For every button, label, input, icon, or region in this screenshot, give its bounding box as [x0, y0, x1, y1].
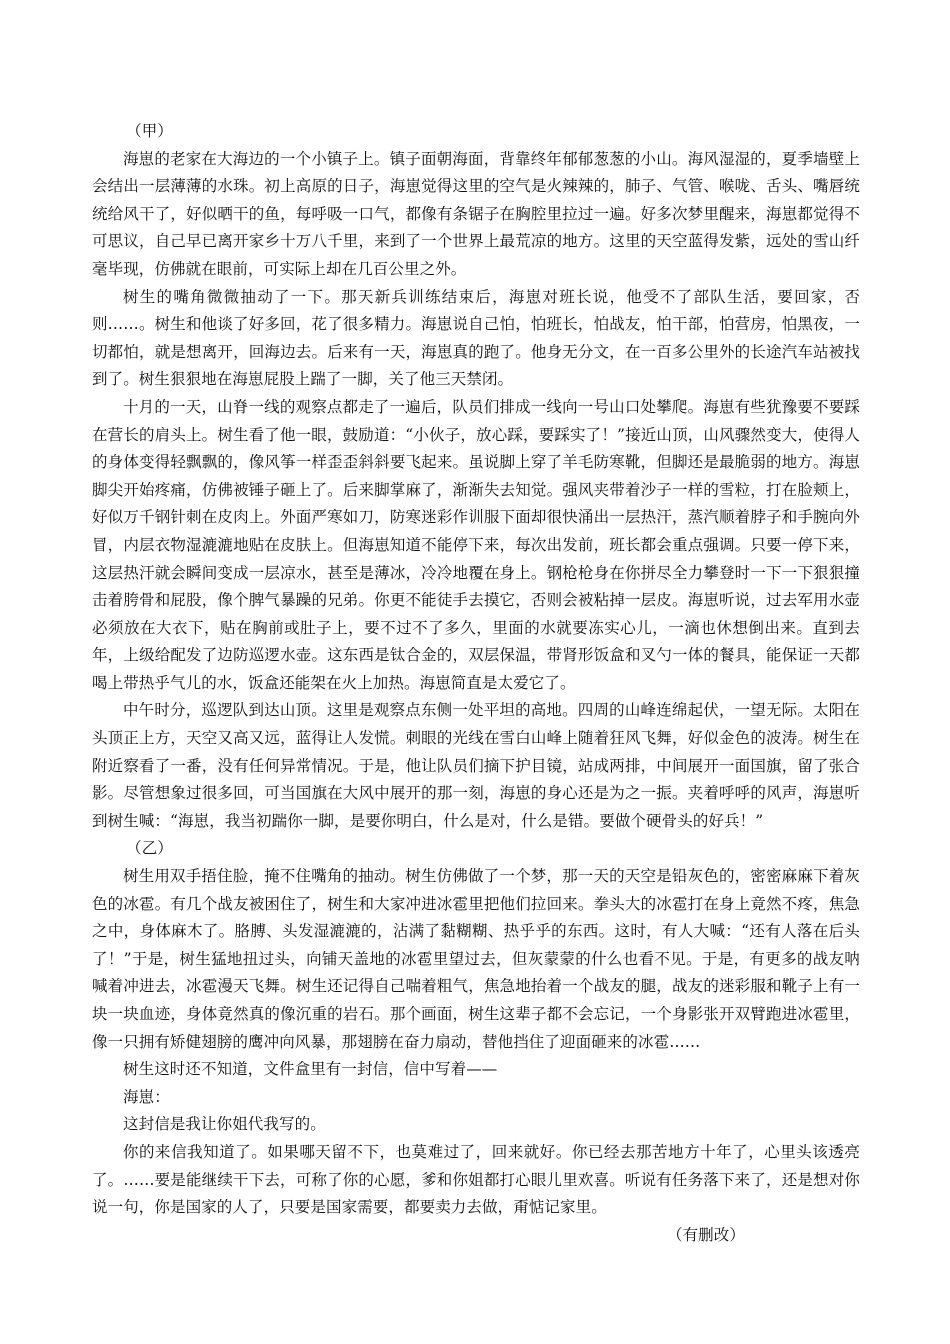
jia-paragraph-3: 十月的一天，山脊一线的观察点都走了一遍后，队员们排成一线向一号山口处攀爬。海崽有些犹豫要不要踩在营长的肩头上。树生看了他一眼，鼓励道：“小伙子，放心踩，要踩实了！”接近山顶，山风骤然变大，使得人的身体变得轻飘飘的，像风筝一样歪歪斜斜要飞起来。虽说脚上穿了羊毛防寒靴，但脚还是最脆弱的地方。海崽脚尖开始疼痛，仿佛被锤子砸上了。后来脚掌麻了，渐渐失去知觉。强风夹带着沙子一样的雪粒，打在脸颊上，好似万千钢针刺在皮肉上。外面严寒如刀，防寒迷彩作训服下面却很快涌出一层热汗，蒸汽顺着脖子和手腕向外冒，内层衣物湿漉漉地贴在皮肤上。但海崽知道不能停下来，每次出发前，班长都会重点强调。只要一停下来，这层热汗就会瞬间变成一层凉水，甚至是薄冰，冷冷地覆在身上。钢枪枪身在你拼尽全力攀登时一下一下狠狠撞击着胯骨和屁股，像个脾气暴躁的兄弟。你更不能徒手去摸它，否则会被粘掉一层皮。海崽听说，过去军用水壶必须放在大衣下，贴在胸前或肚子上，要不过不了多久，里面的水就要冻实心儿，一滴也休想倒出来。直到去年，上级给配发了边防巡逻水壶。这东西是钛合金的，双层保温，带肾形饭盒和叉勺一体的餐具，能保证一天都喝上带热乎气儿的水，饭盒还能架在火上加热。海崽简直是太爱它了。 [92, 397, 860, 692]
section-label-yi: （乙） [126, 839, 173, 858]
letter-salutation: 海崽： [123, 1087, 170, 1106]
jia-paragraph-4: 中午时分，巡逻队到达山顶。这里是观察点东侧一处平坦的高地。四周的山峰连绵起伏，一望无际。太阳在头顶正上方，天空又高又远，蓝得让人发慌。刺眼的光线在雪白山峰上随着狂风飞舞，好似金色的波涛。树生在附近察看了一番，没有任何异常情况。于是，他让队员们摘下护目镜，站成两排，中间展开一面国旗，留了张合影。尽管想象过很多回，可当国旗在大风中展开的那一刻，海崽的身心还是为之一振。夹着呼呼的风声，海崽听到树生喊：“海崽，我当初踹你一脚，是要你明白，什么是对，什么是错。要做个硬骨头的好兵！” [92, 701, 860, 830]
source-note: （有删改） [666, 1225, 745, 1244]
letter-paragraph-1: 这封信是我让你姐代我写的。 [123, 1115, 326, 1134]
yi-paragraph-2: 树生这时还不知道，文件盒里有一封信，信中写着—— [123, 1060, 498, 1079]
letter-paragraph-2: 你的来信我知道了。如果哪天留不下，也莫难过了，回来就好。你已经去那苦地方十年了，心里头该透亮了。……要是能继续干下去，可称了你的心愿，爹和你姐都打心眼儿里欢喜。听说有任务落下来了，还是想对你说一句，你是国家的人了，只要是国家需要，都要卖力去做，甭惦记家里。 [92, 1142, 860, 1217]
yi-paragraph-1: 树生用双手捂住脸，掩不住嘴角的抽动。树生仿佛做了一个梦，那一天的天空是铅灰色的，密密麻麻下着灰色的冰雹。有几个战友被困住了，树生和大家冲进冰雹里把他们拉回来。拳头大的冰雹打在身上竟然不疼，焦急之中，身体麻木了。胳膊、头发湿漉漉的，沾满了黏糊糊、热乎乎的东西。这时，有人大喊：“还有人落在后头了！”于是，树生猛地扭过头，向铺天盖地的冰雹里望过去，但灰蒙蒙的什么也看不见。于是，有更多的战友呐喊着冲进去，冰雹漫天飞舞。树生还记得自己喘着粗气，焦急地抬着一个战友的腿，战友的迷彩服和靴子上有一块一块血迹，身体竟然真的像沉重的岩石。那个画面，树生这辈子都不会忘记，一个身影张开双臂跑进冰雹里，像一只拥有矫健翅膀的鹰冲向风暴，那翅膀在奋力扇动，替他挡住了迎面砸来的冰雹…… [92, 867, 860, 1051]
jia-paragraph-1: 海崽的老家在大海边的一个小镇子上。镇子面朝海面，背靠终年郁郁葱葱的小山。海风湿湿的，夏季墙壁上会结出一层薄薄的水珠。初上高原的日子，海崽觉得这里的空气是火辣辣的，肺子、气管、喉咙、舌头、嘴唇统统给风干了，好似晒干的鱼，每呼吸一口气，都像有条锯子在胸腔里拉过一遍。好多次梦里醒来，海崽都觉得不可思议，自己早已离开家乡十万八千里，来到了一个世界上最荒凉的地方。这里的天空蓝得发紫，远处的雪山纤毫毕现，仿佛就在眼前，可实际上却在几百公里之外。 [92, 149, 860, 278]
reading-passage [92, 118, 860, 1249]
section-label-jia: （甲） [126, 122, 173, 140]
jia-paragraph-2: 树生的嘴角微微抽动了一下。那天新兵训练结束后，海崽对班长说，他受不了部队生活，要回家，否则……。树生和他谈了好多回，花了很多精力。海崽说自己怕，怕班长，怕战友，怕干部，怕营房，怕黑夜，一切都怕，就是想离开，回海边去。后来有一天，海崽真的跑了。他身无分文，在一百多公里外的长途汽车站被找到了。树生狠狠地在海崽屁股上踹了一脚，关了他三天禁闭。 [92, 287, 860, 389]
